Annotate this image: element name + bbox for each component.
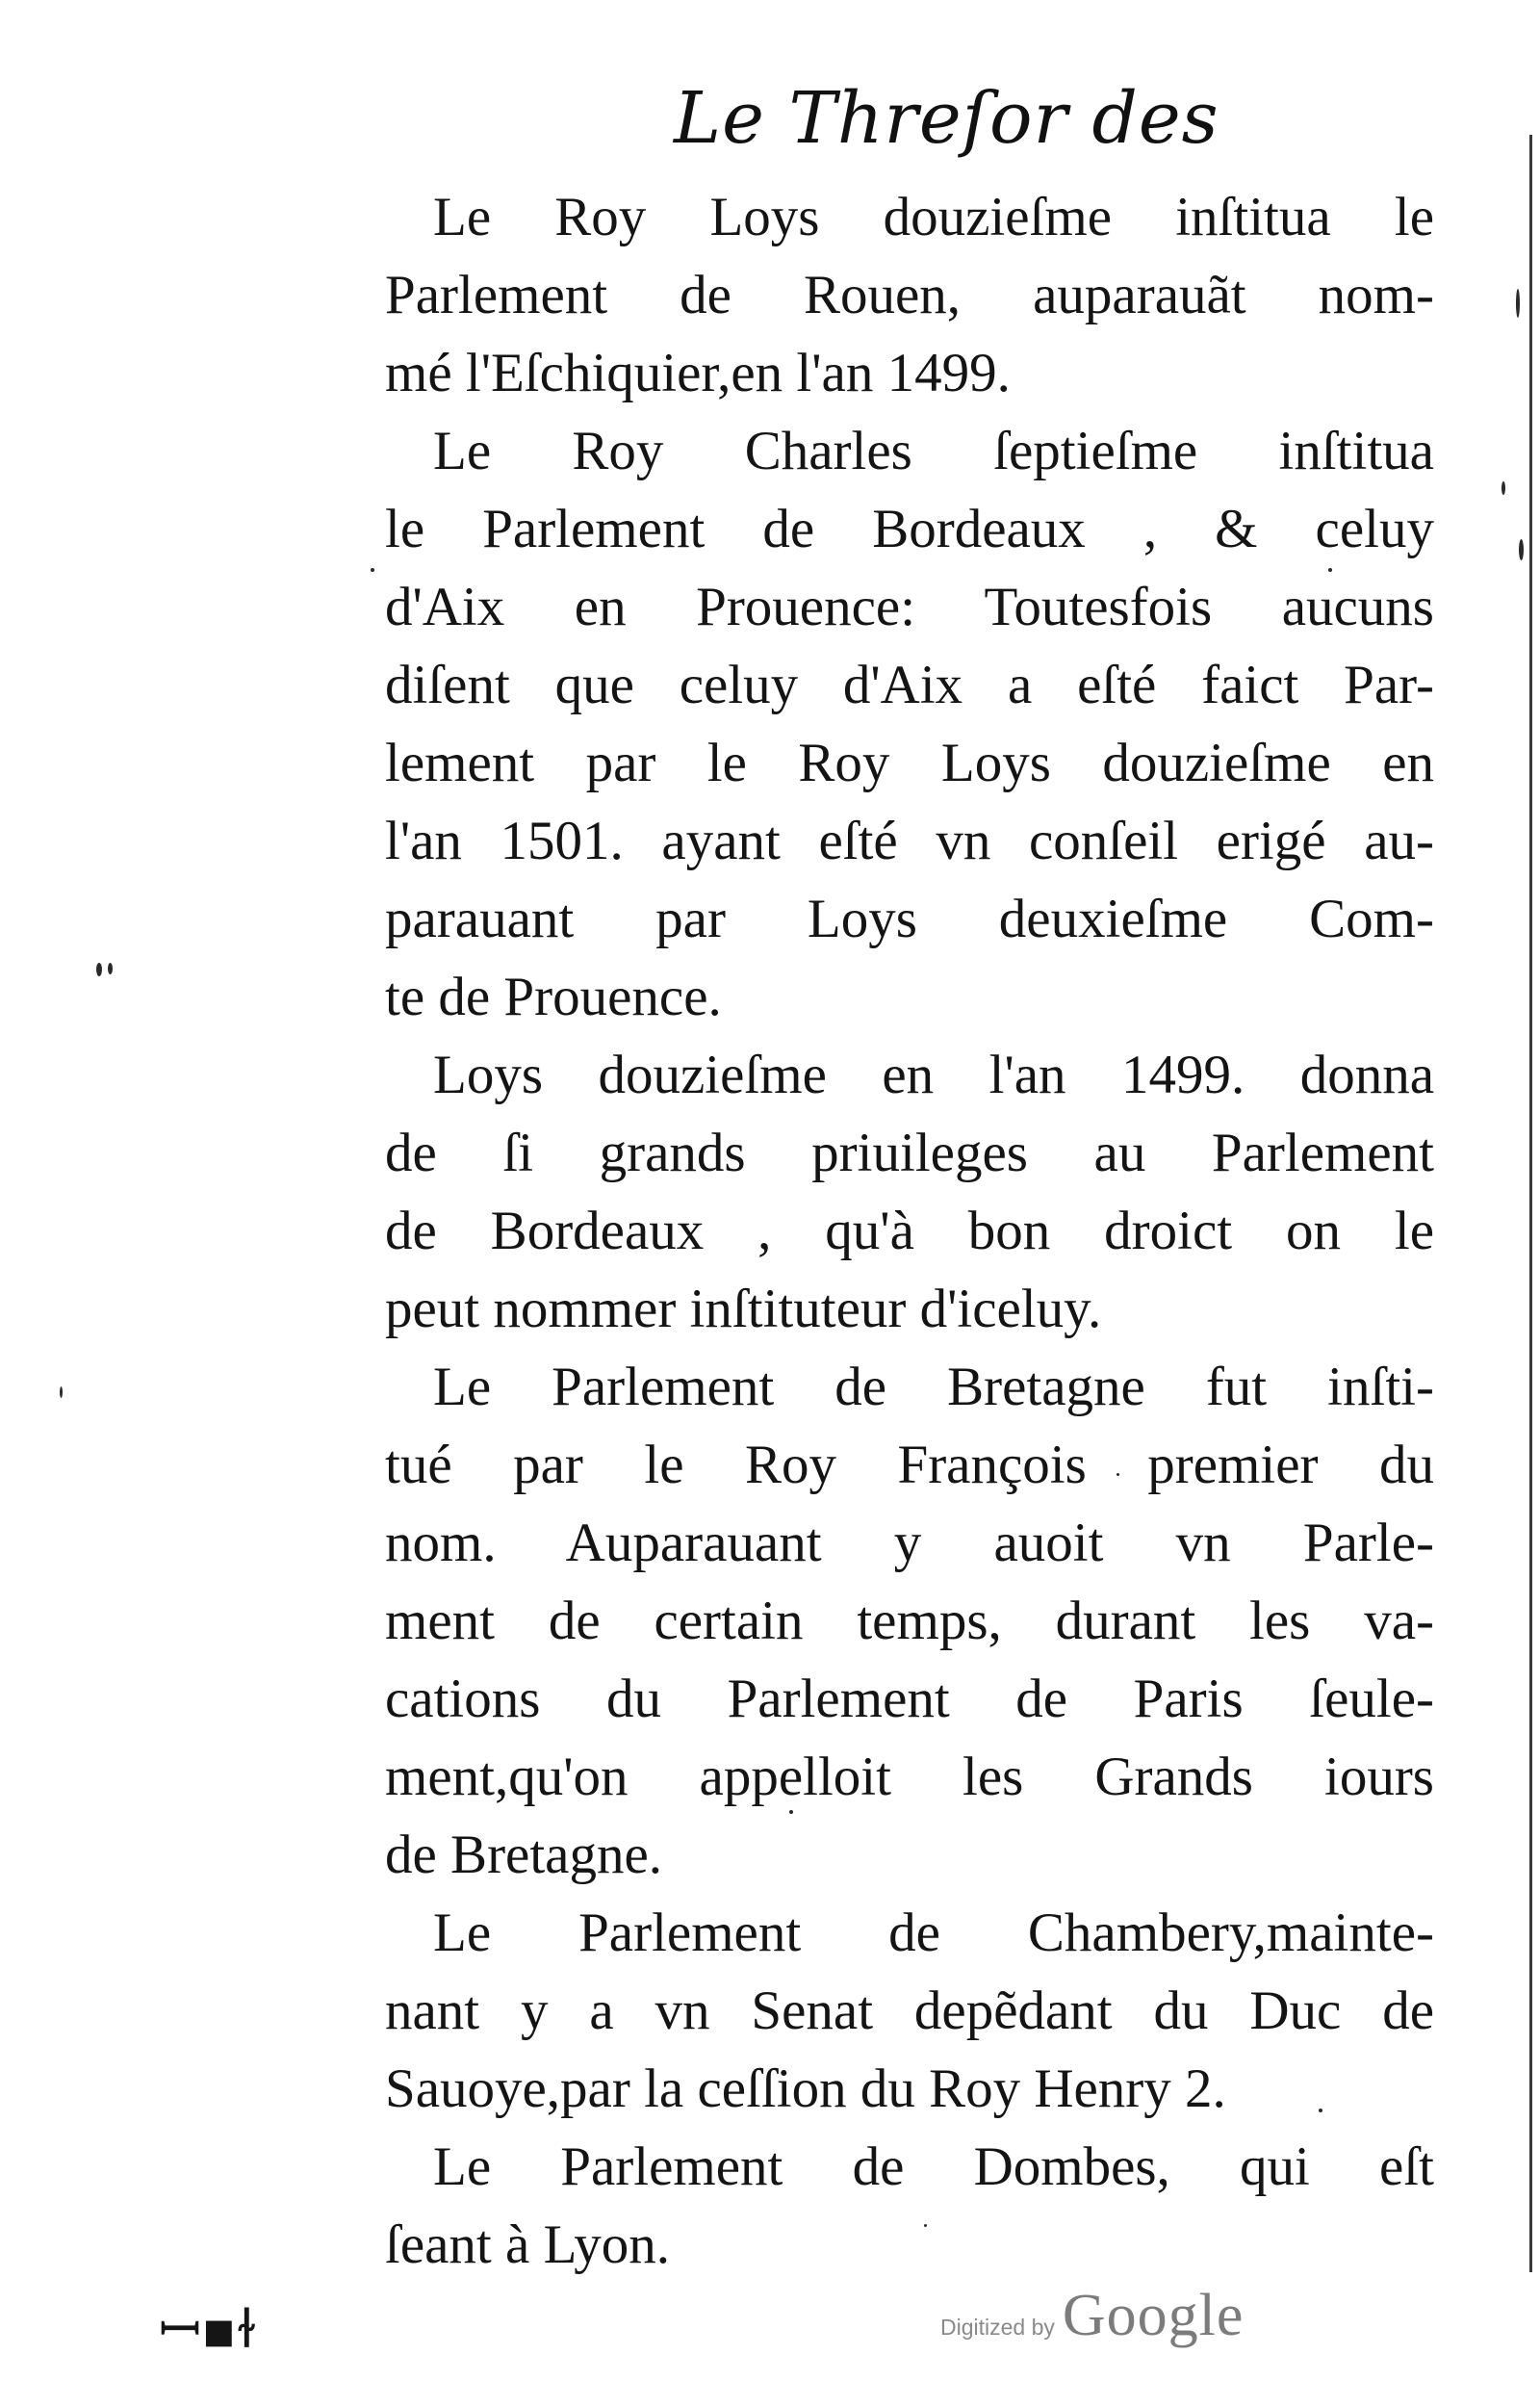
text-line: Le Parlement de Chambery,mainte- [433,1902,1434,1963]
text-line: le Parlement de Bordeaux , & celuy [385,499,1434,559]
signature-mark: ꟷ▪ɫ [159,2299,257,2360]
text-line: Le Roy Loys douzieſme inſtitua le [433,187,1434,247]
text-line: diſent que celuy d'Aix a eſté faict Par- [385,655,1434,715]
text-line: nom. Auparauant y auoit vn Parle- [385,1513,1434,1573]
paragraph [385,178,1434,412]
text-line: ment de certain temps, durant les va- [385,1591,1434,1651]
paragraph [385,1036,1434,1348]
text-line: parauant par Loys deuxieſme Com- [385,889,1434,949]
text-line: Le Parlement de Dombes, qui eſt [433,2136,1434,2197]
page-edge-line [1529,135,1532,2272]
text-line: cations du Parlement de Paris ſeule- [385,1669,1434,1729]
text-line: te de Prouence. [385,967,722,1027]
text-line: tué par le Roy François premier du [385,1435,1434,1495]
scan-speck [1519,539,1524,560]
text-line: Le Roy Charles ſeptieſme inſtitua [433,421,1434,481]
google-logo: Google [1062,2283,1245,2348]
text-line: Sauoye,par la ceſſion du Roy Henry 2. [385,2058,1226,2119]
text-line: Loys douzieſme en l'an 1499. donna [433,1045,1434,1105]
digitized-watermark [940,2282,1244,2350]
text-line: l'an 1501. ayant eſté vn conſeil erigé au- [385,811,1434,871]
text-line: Le Parlement de Bretagne fut inſti- [433,1357,1434,1417]
text-line: de Bordeaux , qu'à bon droict on le [385,1201,1434,1261]
scan-speck [1516,289,1520,318]
paragraph [385,2128,1434,2284]
text-line: de ſi grands priuileges au Parlement [385,1123,1434,1183]
text-line: nant y a vn Senat depẽdant du Duc de [385,1980,1434,2041]
watermark-prefix: Digitized by [940,2315,1055,2340]
text-line: peut nommer inſtituteur d'iceluy. [385,1279,1102,1339]
scan-speck [371,568,374,572]
text-line: Parlement de Rouen, auparauãt nom- [385,265,1434,325]
scan-speck [60,1386,63,1398]
paragraph [385,1894,1434,2128]
text-line: ment,qu'on appelloit les Grands iours [385,1747,1434,1807]
paragraph [385,412,1434,1036]
running-head: Le Threſor des [674,77,1219,160]
scan-speck [1502,481,1505,495]
text-line: d'Aix en Prouence: Toutesfois aucuns [385,577,1434,637]
paragraph [385,1348,1434,1894]
text-line: lement par le Roy Loys douzieſme en [385,733,1434,793]
text-line: de Bretagne. [385,1825,663,1885]
body-text [385,178,1434,2284]
scan-speck [96,963,102,976]
text-line: mé l'Eſchiquier,en l'an 1499. [385,343,1011,403]
text-line: ſeant à Lyon. [385,2214,670,2275]
scan-speck [108,963,113,974]
